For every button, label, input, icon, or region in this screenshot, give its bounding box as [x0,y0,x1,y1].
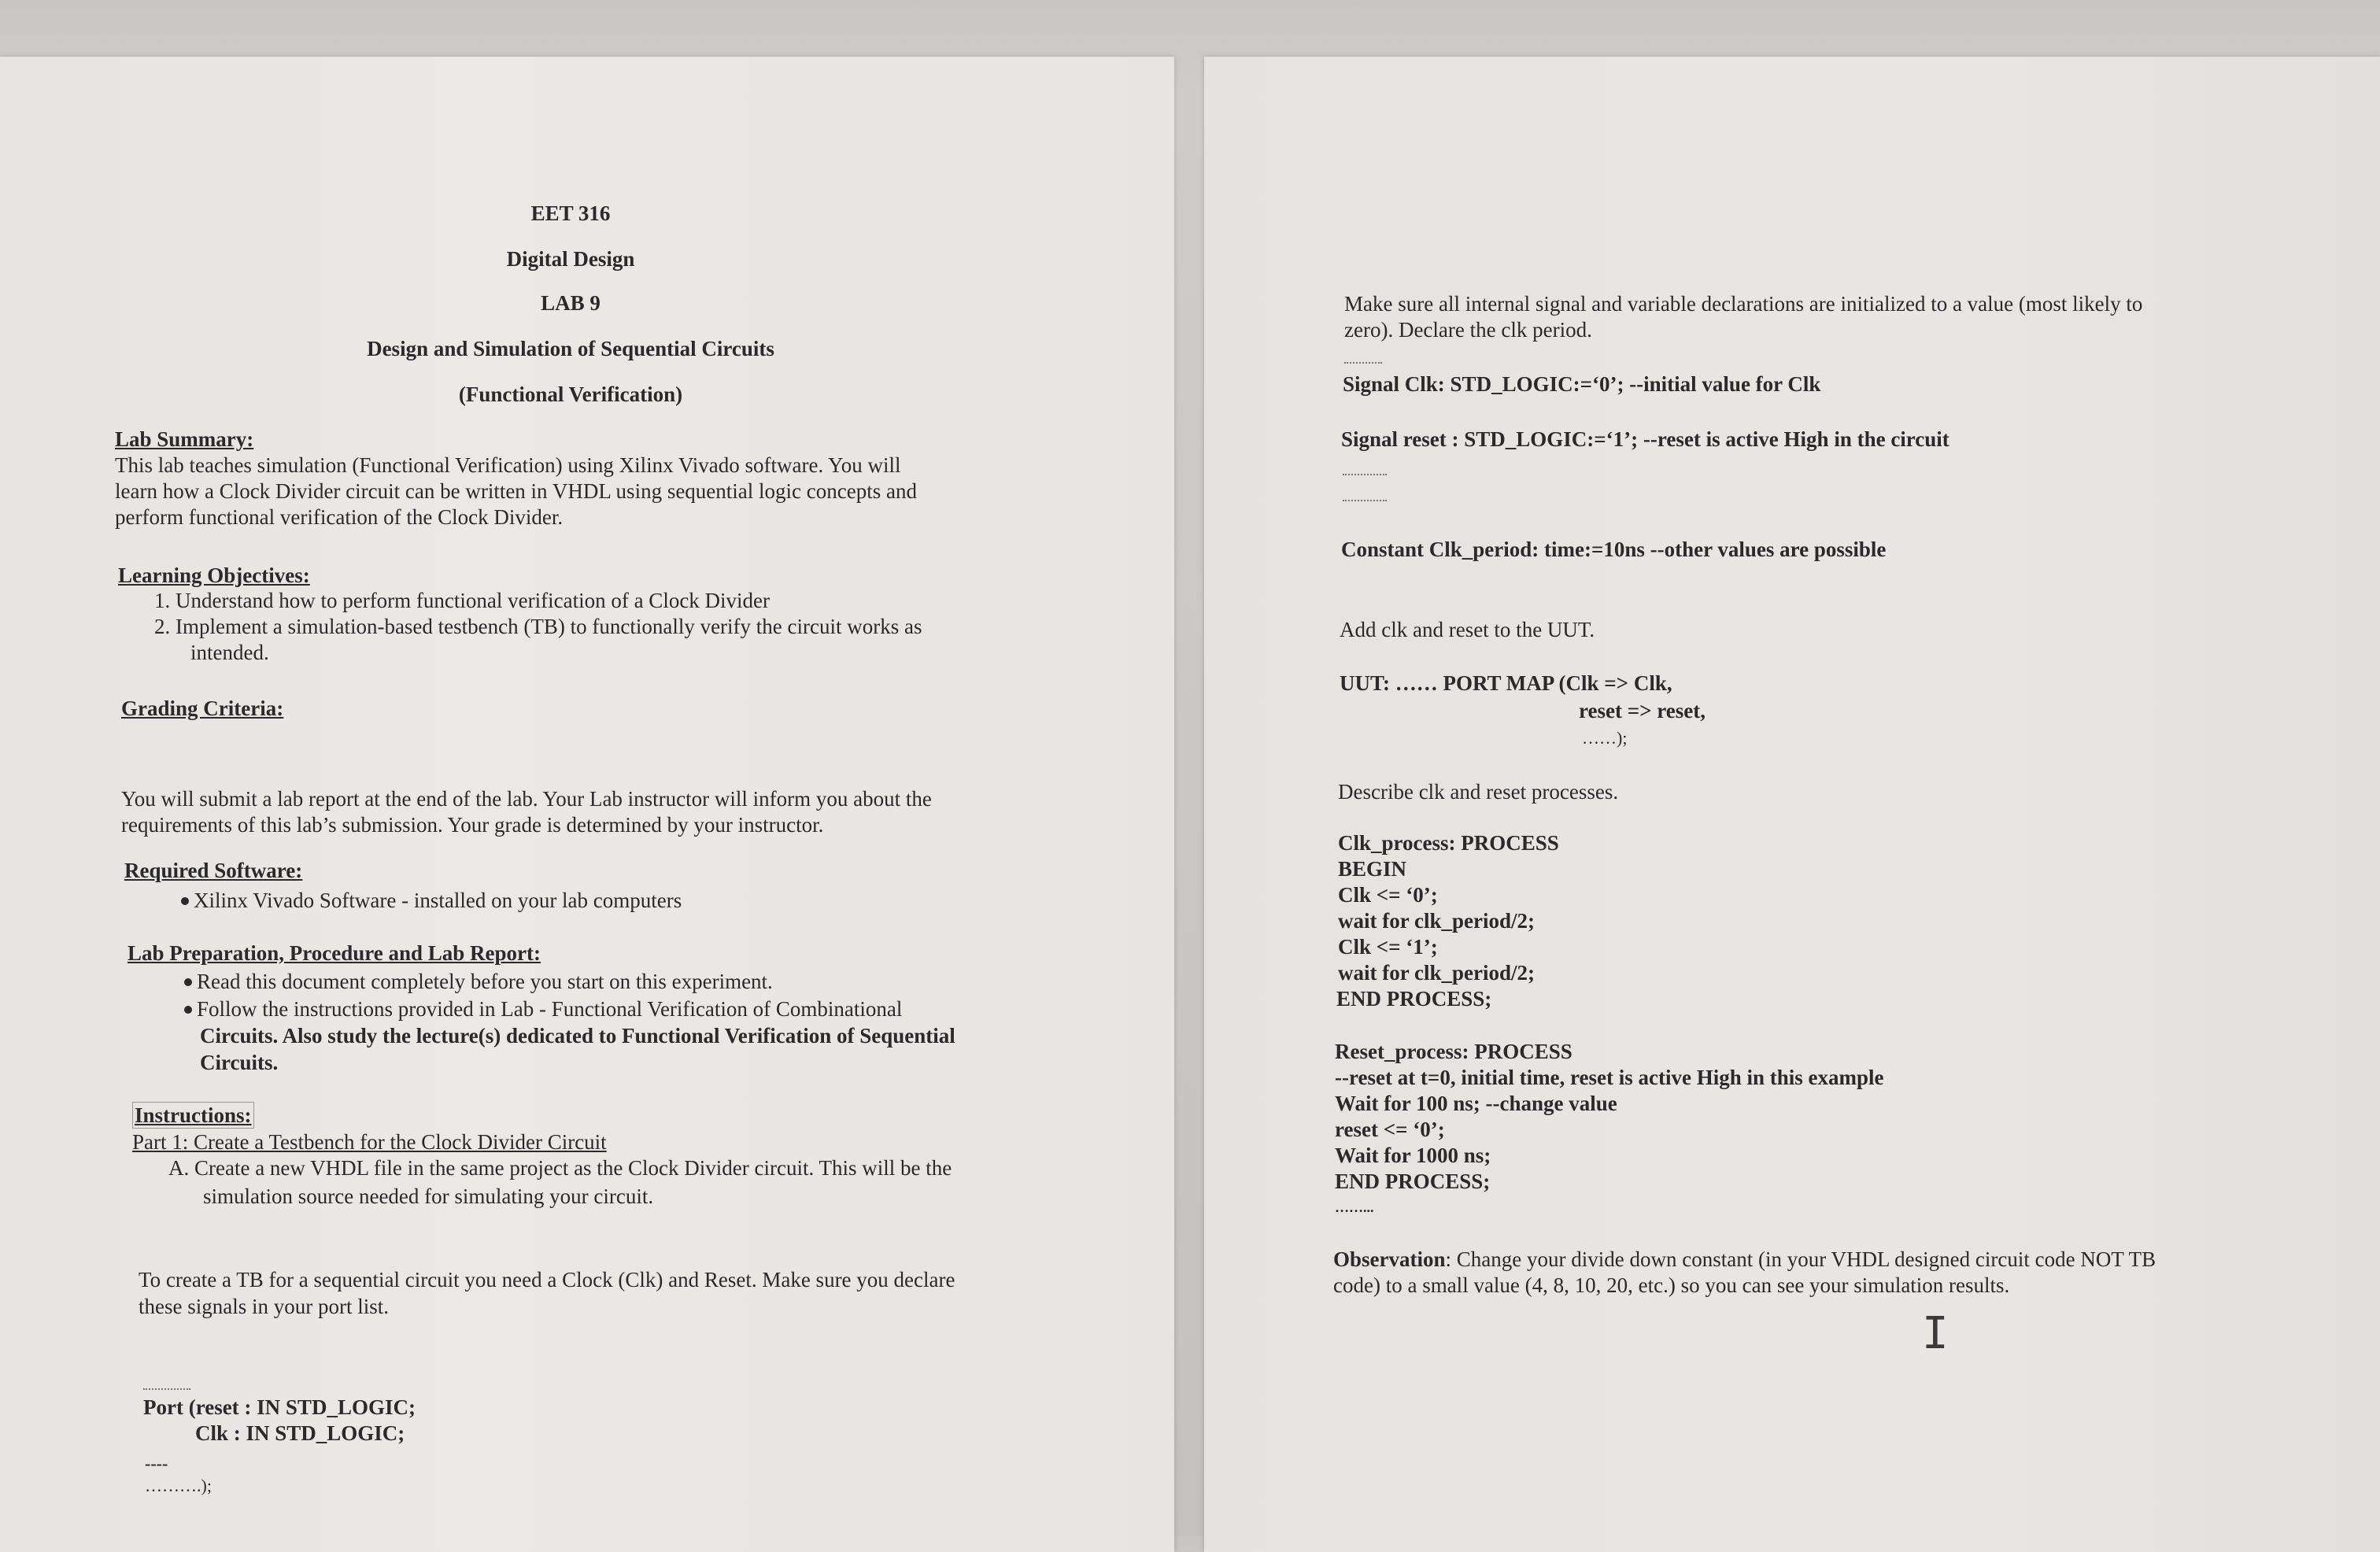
reset-process-line: Wait for 1000 ns; [1335,1144,1491,1167]
reset-process-line: Wait for 100 ns; --change value [1335,1092,1617,1115]
uut-code-line: ……); [1582,728,1628,748]
clk-process-line: Clk_process: PROCESS [1338,831,1559,855]
lab-title: Design and Simulation of Sequential Circuits [367,337,774,360]
process-note: Describe clk and reset processes. [1338,780,1619,804]
uut-code-line: UUT: …… PORT MAP (Clk => Clk, [1340,671,1672,695]
part1-heading: Part 1: Create a Testbench for the Clock Divider Circuit [132,1130,607,1154]
observation-line: code) to a small value (4, 8, 10, 20, etc.) so you can see your simulation results. [1333,1273,2010,1297]
intro-line: zero). Declare the clk period. [1344,318,1592,342]
clk-process-line: BEGIN [1338,857,1407,881]
objective-item-cont: intended. [190,641,269,664]
summary-line: perform functional verification of the Clock Divider. [115,505,564,529]
grading-line: You will submit a lab report at the end of the lab. Your Lab instructor will inform you about the [121,787,932,811]
port-code-line: ……….); [145,1476,212,1495]
dotted-separator [1343,500,1387,501]
clk-process-line: wait for clk_period/2; [1338,961,1535,985]
document-page-right [1204,57,2380,1552]
observation-text: : Change your divide down constant (in your VHDL designed circuit code NOT TB [1445,1247,2156,1271]
course-subject: Digital Design [506,247,635,271]
clk-process-line: END PROCESS; [1336,987,1492,1011]
clk-process-line: Clk <= ‘0’; [1338,883,1438,907]
preparation-heading: Lab Preparation, Procedure and Lab Report: [128,941,541,965]
dotted-separator [143,1388,190,1390]
dotted-separator [1343,474,1387,475]
clk-process-line: Clk <= ‘1’; [1338,935,1438,959]
reset-process-line: --reset at t=0, initial time, reset is active High in this example [1335,1066,1884,1089]
tb-note-line: these signals in your port list. [139,1295,389,1318]
step-a-cont: simulation source needed for simulating your circuit. [203,1184,654,1208]
intro-line: Make sure all internal signal and variable declarations are initialized to a value (most likely to [1344,292,2143,316]
preparation-item: Read this document completely before you start on this experiment. [197,970,773,993]
observation-label: Observation [1333,1247,1446,1271]
software-item: Xilinx Vivado Software - installed on your lab computers [194,889,682,912]
port-code-line: ---- [145,1454,168,1473]
grading-heading: Grading Criteria: [121,697,284,720]
port-code-line: Port (reset : IN STD_LOGIC; [143,1395,416,1419]
uut-code-line: reset => reset, [1579,699,1706,722]
course-code: EET 316 [530,201,611,225]
objective-item: 1. Understand how to perform functional verification of a Clock Divider [154,589,771,612]
lab-number: LAB 9 [541,291,601,315]
instructions-heading: Instructions: [132,1102,254,1129]
tb-note-line: To create a TB for a sequential circuit you need a Clock (Clk) and Reset. Make sure you declare [139,1268,955,1291]
grading-line: requirements of this lab’s submission. Your grade is determined by your instructor. [121,813,824,837]
constant-clk-period: Constant Clk_period: time:=10ns --other values are possible [1341,538,1887,561]
lab-subtitle: (Functional Verification) [458,382,683,406]
bullet-icon [184,978,192,986]
preparation-item-cont: Circuits. Also study the lecture(s) dedicated to Functional Verification of Sequential [200,1024,955,1048]
software-heading: Required Software: [124,859,303,882]
dotted-separator [1344,362,1382,364]
bullet-icon [184,1006,192,1014]
port-code-line: Clk : IN STD_LOGIC; [195,1421,405,1445]
text-cursor-icon: I [1922,1308,1949,1359]
preparation-item: Follow the instructions provided in Lab - Functional Verification of Combinational [197,997,903,1021]
preparation-item-cont: Circuits. [200,1051,279,1074]
signal-reset-decl: Signal reset : STD_LOGIC:=‘1’; --reset is active High in the circuit [1341,427,1949,451]
bullet-icon [181,897,189,905]
document-page-left [0,57,1174,1552]
step-a: A. Create a new VHDL file in the same project as the Clock Divider circuit. This will be the [168,1156,952,1180]
signal-clk-decl: Signal Clk: STD_LOGIC:=‘0’; --initial value for Clk [1343,372,1821,396]
clk-process-line: wait for clk_period/2; [1338,909,1535,933]
objective-item: 2. Implement a simulation-based testbench (TB) to functionally verify the circuit works as [154,615,922,638]
reset-process-line: Reset_process: PROCESS [1335,1040,1572,1063]
objectives-heading: Learning Objectives: [118,564,310,587]
summary-line: learn how a Clock Divider circuit can be written in VHDL using sequential logic concepts and [115,479,917,503]
summary-heading: Lab Summary: [115,427,254,451]
reset-process-line: ……... [1335,1199,1374,1215]
uut-note: Add clk and reset to the UUT. [1340,618,1595,641]
reset-process-line: reset <= ‘0’; [1335,1118,1445,1141]
summary-line: This lab teaches simulation (Functional Verification) using Xilinx Vivado software. You will [115,453,901,477]
reset-process-line: END PROCESS; [1335,1170,1491,1193]
